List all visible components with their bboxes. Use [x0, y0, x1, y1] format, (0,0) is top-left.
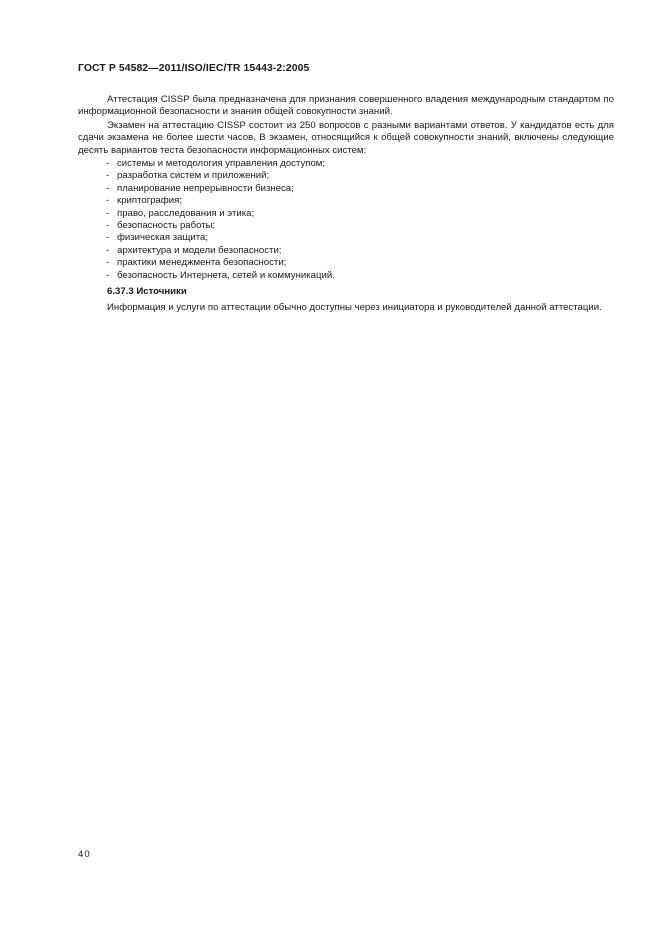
list-item [78, 158, 614, 170]
list-item-text: системы и методология управления доступом; [117, 158, 326, 170]
bullet-dash: - [106, 232, 110, 244]
paragraph-sources: Информация и услуги по аттестации обычно доступны через инициатора и руководителей данной аттестации. [107, 301, 602, 313]
list-item [78, 195, 614, 207]
list-item-text: архитектура и модели безопасности; [117, 244, 282, 256]
list-item-text: безопасность Интернета, сетей и коммуникаций. [117, 269, 335, 281]
bullet-dash: - [106, 170, 110, 182]
list-item [78, 183, 614, 195]
bullet-dash: - [106, 220, 110, 232]
list-item [78, 257, 614, 269]
list-item-text: право, расследования и этика; [117, 207, 255, 219]
paragraph-cissp-purpose: Аттестация CISSP была предназначена для признания совершенного владения международным стандартом по информационной безопасности и знания общей совокупности знаний. [78, 94, 614, 118]
exam-domains-list [78, 158, 614, 282]
list-item-text: планирование непрерывности бизнеса; [117, 182, 294, 194]
list-item [78, 270, 614, 282]
list-item [78, 245, 614, 257]
bullet-dash: - [106, 158, 110, 170]
list-item-text: практики менеджмента безопасности; [117, 257, 287, 269]
bullet-dash: - [106, 244, 110, 256]
page-number: 40 [78, 849, 91, 860]
paragraph-exam-description: Экзамен на аттестацию CISSP состоит из 250 вопросов с разными вариантами ответов. У кандидатов есть для сдачи экзамена не более шести часов. В экзамен, относящийся к общей совокупности знаний, включены следующие десять вариантов теста безопасности информационных систем: [78, 119, 614, 156]
list-item-text: безопасность работы; [117, 220, 216, 232]
list-item-text: физическая защита; [117, 232, 209, 244]
list-item [78, 208, 614, 220]
section-heading-sources: 6.37.3 Источники [107, 286, 187, 298]
list-item [78, 220, 614, 232]
bullet-dash: - [106, 182, 110, 194]
list-item [78, 170, 614, 182]
bullet-dash: - [106, 207, 110, 219]
bullet-dash: - [106, 257, 110, 269]
bullet-dash: - [106, 269, 110, 281]
standard-title: ГОСТ Р 54582—2011/ISO/IEC/TR 15443-2:2005 [78, 63, 310, 74]
bullet-dash: - [106, 195, 110, 207]
list-item-text: разработка систем и приложений; [117, 170, 270, 182]
document-body [78, 94, 614, 315]
list-item-text: криптография; [117, 195, 182, 207]
list-item [78, 232, 614, 244]
